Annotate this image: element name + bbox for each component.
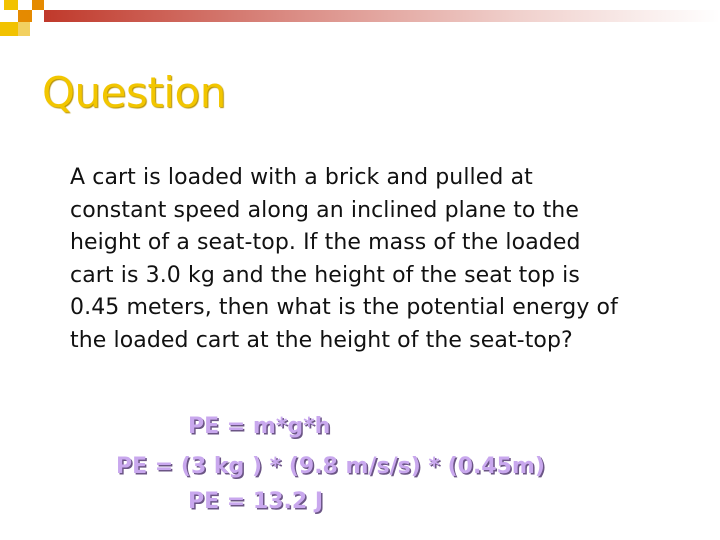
corner-decoration-square [18, 10, 32, 22]
corner-decoration-square [0, 22, 18, 36]
equation-formula: PE = m*g*h [188, 414, 331, 439]
question-line: height of a seat-top. If the mass of the loaded [70, 230, 581, 255]
slide-title: Question [42, 68, 226, 117]
question-line: cart is 3.0 kg and the height of the seat top is [70, 262, 580, 288]
question-line: the loaded cart at the height of the seat-top? [70, 327, 573, 353]
corner-decoration-square [32, 0, 44, 10]
question-text [70, 162, 700, 357]
equation-substitution: PE = (3 kg ) * (9.8 m/s/s) * (0.45m) [116, 454, 545, 479]
question-line: constant speed along an inclined plane to the [70, 197, 579, 223]
header-accent-bar [44, 10, 720, 22]
question-line: A cart is loaded with a brick and pulled at [70, 165, 533, 190]
corner-decoration-square [18, 22, 30, 36]
corner-decoration-square [4, 0, 18, 10]
question-line: 0.45 meters, then what is the potential energy of [70, 295, 618, 320]
equation-result: PE = 13.2 J [188, 489, 324, 514]
